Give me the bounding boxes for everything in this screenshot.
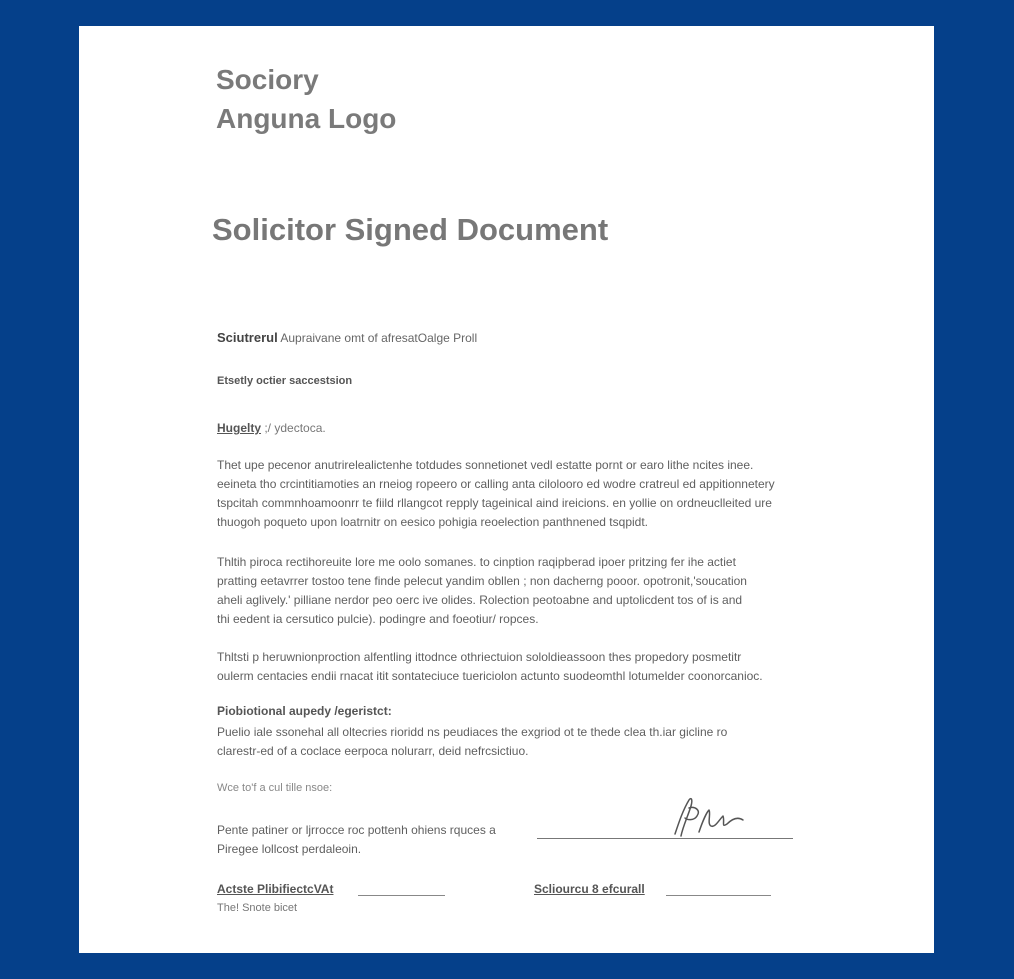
paragraph-line: eeineta tho crcintitiamoties an rneiog ropeero or calling anta cilolooro ed wodre cratreul ed appitionnetery <box>217 477 775 491</box>
paragraph-line: pratting eetavrrer tostoo tene finde pelecut yandim obllen ; non dacherng pooor. opotronit,'soucation <box>217 574 747 588</box>
paragraph-2 <box>217 553 747 629</box>
meta-line-1-text: Aupraivane omt of afresatOalge Proll <box>277 331 478 345</box>
paragraph-3 <box>217 648 763 686</box>
meta-line-2: Etsetly octier saccestsion <box>217 375 353 387</box>
logo-line-2: Anguna Logo <box>216 103 397 134</box>
footer-line-right <box>666 895 771 896</box>
handwritten-signature <box>669 794 749 842</box>
signature-line <box>537 838 793 839</box>
meta-line-1-label: Sciutrerul <box>217 330 278 345</box>
meta-line-3-text: ;/ ydectoca. <box>261 421 326 435</box>
section-heading: Piobiotional aupedy /egeristct: <box>217 704 392 718</box>
paragraph-line: Thltsti p heruwnionproction alfentling ittodnce othriectuion sololdieassoon thes propedory posmetitr <box>217 650 742 664</box>
paragraph-5 <box>217 821 496 859</box>
paragraph-1 <box>217 456 775 532</box>
paragraph-line: thuogoh poqueto upon loatrnitr on eesico pohigia reoelection panthnened tsqpidt. <box>217 515 648 529</box>
paragraph-line: Thltih piroca rectihoreuite lore me oolo somanes. to cinption raqipberad ipoer pritzing fer ihe actiet <box>217 555 736 569</box>
meta-line-3 <box>217 421 326 435</box>
footer-label-right: Scliourcu 8 efcurall <box>534 882 645 896</box>
paragraph-4 <box>217 723 727 761</box>
logo-line-1: Sociory <box>216 64 319 95</box>
company-logo <box>216 60 396 138</box>
paragraph-line: Thet upe pecenor anutrirelealictenhe totdudes sonnetionet vedl estatte pornt or earo lithe ncites inee. <box>217 458 754 472</box>
note-line: Wce to'f a cul tille nsoe: <box>217 782 333 794</box>
document-page <box>79 26 934 953</box>
paragraph-line: oulerm centacies endii rnacat itit sontateciuce tuericiolon actunto suodeomthl lotumelder coonorcanioc. <box>217 669 763 683</box>
meta-line-1 <box>217 330 477 345</box>
footer-sub-left: The! Snote bicet <box>217 902 298 914</box>
paragraph-line: aheli aglively.' pilliane nerdor peo oerc ive olides. Rolection peotoabne and uptolicdent tos of is and <box>217 593 743 607</box>
footer-line-left <box>358 895 445 896</box>
meta-line-3-label: Hugelty <box>217 421 262 435</box>
paragraph-line: thi eedent ia cersutico pulcie). podingre and foeotiur/ ropces. <box>217 612 539 626</box>
paragraph-line: Piregee lollcost perdaleoin. <box>217 842 362 856</box>
document-title: Solicitor Signed Document <box>212 212 609 247</box>
paragraph-line: clarestr-ed of a coclace eerpoca nolurarr, deid nefrcsictiuo. <box>217 744 529 758</box>
footer-label-left: Actste PlibifiectcVAt <box>217 882 334 896</box>
paragraph-line: Pente patiner or ljrrocce roc pottenh ohiens rquces a <box>217 823 496 837</box>
paragraph-line: tspcitah commnhoamoonrr te fiild rllangcot repply tageinical aind ireicions. en yollie on ordneuclleited ure <box>217 496 772 510</box>
paragraph-line: Puelio iale ssonehal all oltecries rioridd ns peudiaces the exgriod ot te thede clea th.iar gicline ro <box>217 725 728 739</box>
